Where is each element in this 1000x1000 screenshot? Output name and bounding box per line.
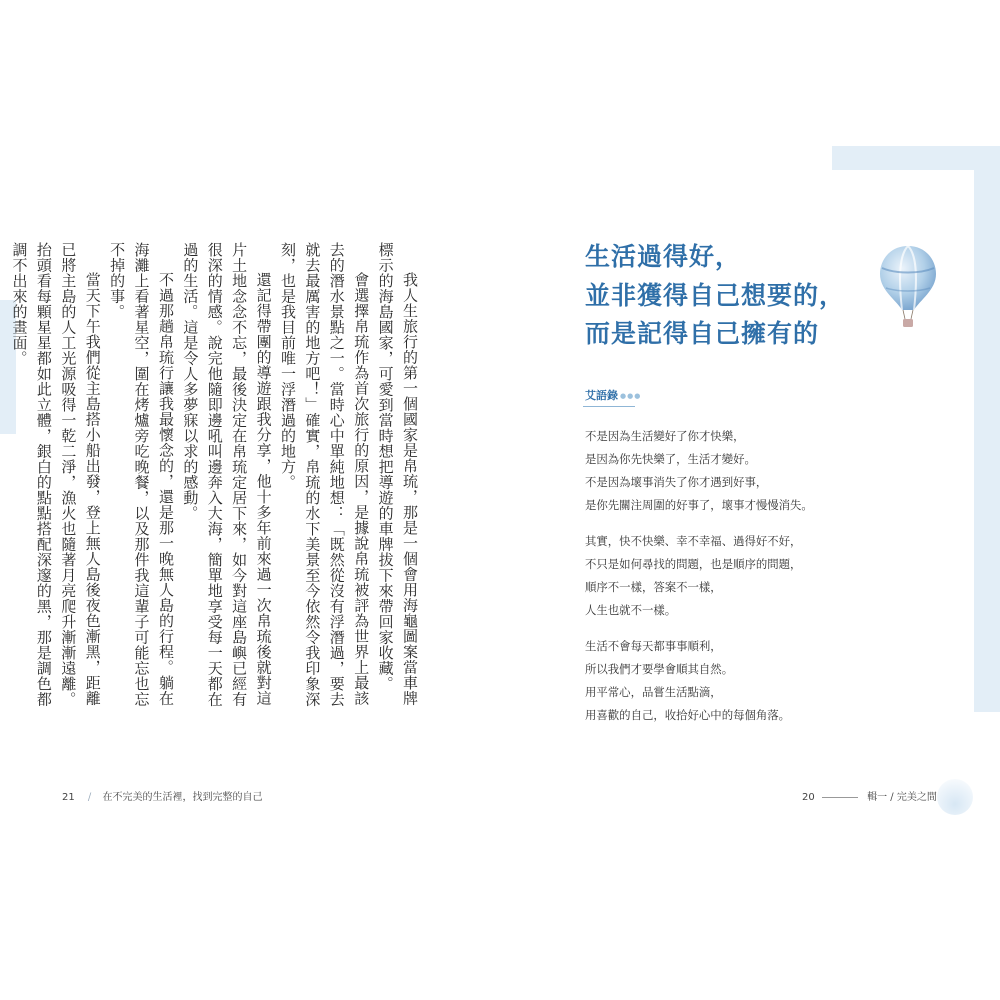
paragraph-gap [585, 622, 895, 635]
paragraph: 會選擇帛琉作為首次旅行的原因，是據說帛琉被評為世界上最該去的潛水景點之一。當時心中單純地想：「既然從沒有浮潛過，要去就去最厲害的地方吧！」確實，帛琉的水下美景至今依然令我印象深刻，也是我目前唯一浮潛過的地方。 [278, 242, 371, 707]
left-page-footer [62, 788, 262, 803]
chapter-title: 輯一 / 完美之間 [867, 792, 937, 803]
paragraph: 還記得帶團的導遊跟我分享，他十多年前來過一次帛琉後就對這片土地念念不忘，最後決定在帛琉定居下來，如今對這座島嶼已經有很深的情感。說完他隨即邊吼叫邊奔入大海，簡單地享受每一天都在過的生活。這是令人多夢寐以求的感動。 [181, 242, 273, 707]
body-line: 生活不會每天都事事順利， [585, 639, 722, 653]
body-line: 不只是如何尋找的問題，也是順序的問題， [585, 557, 802, 571]
body-line: 順序不一樣，答案不一樣， [585, 580, 722, 594]
label-underline [583, 406, 635, 407]
quote-heading [585, 238, 885, 354]
left-page-body [10, 242, 422, 720]
paragraph: 不過那趟帛琉行讓我最懷念的，還是那一晚無人島的行程。躺在海灘上看著星空，圍在烤爐旁吃晚餐，以及那件我這輩子可能忘也忘不掉的事。 [108, 242, 175, 707]
body-line: 是你先關注周圍的好事了，壞事才慢慢消失。 [585, 498, 813, 512]
footer-separator: / [87, 792, 92, 803]
book-title: 在不完美的生活裡，找到完整的自己 [102, 792, 263, 803]
heading-line: 並非獲得自己想要的， [585, 280, 846, 310]
paragraph: 我人生旅行的第一個國家是帛琉，那是一個會用海龜圖案當車牌標示的海島國家，可愛到當時想把導遊的車牌拔下來帶回家收藏。 [376, 242, 419, 706]
body-line: 不是因為生活變好了你才快樂， [585, 429, 745, 443]
page-number: 21 [62, 792, 75, 803]
heading-line: 生活過得好， [585, 242, 742, 271]
body-line: 人生也就不一樣。 [585, 603, 677, 617]
footer-decor-circle [937, 779, 973, 815]
body-line: 不是因為壞事消失了你才遇到好事， [585, 475, 768, 489]
right-page-footer [802, 788, 937, 803]
section-label: 艾語錄 [585, 389, 618, 402]
label-dots: ●●● [620, 392, 642, 400]
paragraph-gap [585, 517, 895, 530]
right-frame-side-bar [974, 146, 1000, 712]
body-line: 用平常心，品嘗生活點滴， [585, 685, 722, 699]
body-line: 其實，快不快樂、幸不幸福、過得好不好， [585, 534, 802, 548]
body-line: 是因為你先快樂了，生活才變好。 [585, 452, 756, 466]
footer-rule [822, 797, 858, 798]
body-line: 用喜歡的自己，收拾好心中的每個角落。 [585, 708, 791, 722]
right-page-body [585, 425, 895, 727]
heading-line: 而是記得自己擁有的 [585, 319, 820, 348]
page-number: 20 [802, 792, 815, 803]
hot-air-balloon-icon [878, 244, 938, 330]
body-line: 所以我們才要學會順其自然。 [585, 662, 734, 676]
paragraph: 當天下午我們從主島搭小船出發，登上無人島後夜色漸黑，距離已將主島的人工光源吸得一乾二淨，漁火也隨著月亮爬升漸漸遠離。抬頭看每顆星星都如此立體，銀白的點點搭配深邃的黑，那是調色都調不出來的畫面。 [10, 242, 102, 707]
